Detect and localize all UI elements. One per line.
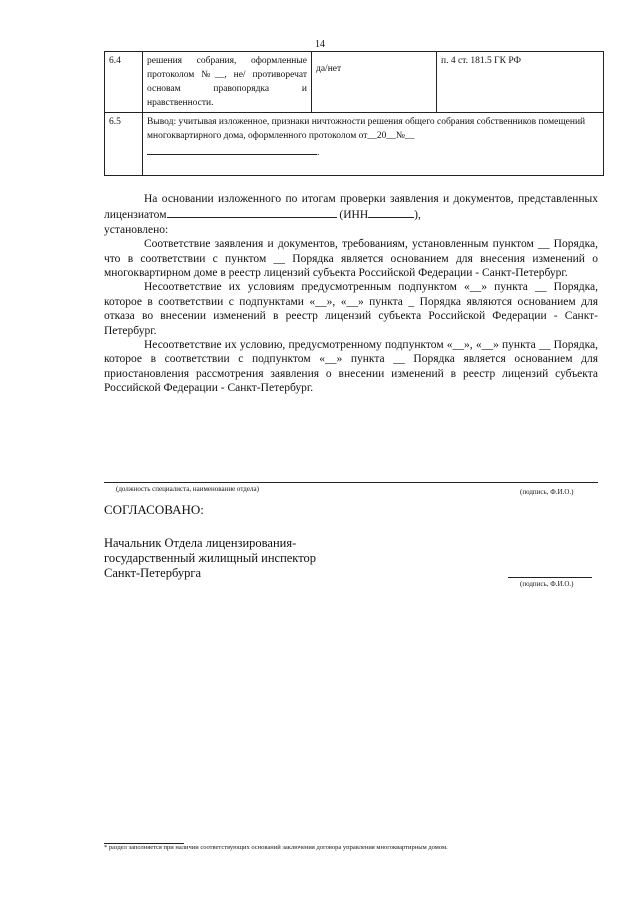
inn-label: (ИНН [339, 209, 369, 222]
blank-line [147, 143, 317, 155]
agreed-heading: СОГЛАСОВАНО: [104, 502, 204, 517]
row-number: 6.4 [105, 52, 143, 113]
paragraph-noncompliance-refusal: Несоответствие их условиям предусмотренным подпунктом «__» пункта __ Порядка, которое в соответствии с подпунктами «__», «__» пункта _ Порядка являются основанием для отказа во внесении изменений в реестр лицензий субъекта Российской Федерации - Санкт-Петербург. [104, 281, 598, 337]
chief-line-2: государственный жилищный инспектор [104, 551, 317, 565]
chief-signature-caption: (подпись, Ф.И.О.) [520, 580, 574, 588]
chief-line-1: Начальник Отдела лицензирования- [104, 536, 297, 550]
intro-paragraph [104, 192, 598, 223]
specialist-signature-line [104, 482, 598, 483]
findings-body [104, 192, 598, 396]
chief-signature-line [508, 577, 592, 578]
page-number: 14 [315, 39, 325, 50]
established-label: установлено: [104, 223, 169, 236]
assessment-table [104, 51, 604, 176]
footnote: * раздел заполняется при наличии соответствующих оснований заключения договора управления многоквартирным домом. [104, 844, 448, 851]
paragraph-noncompliance-suspension: Несоответствие их условию, предусмотренному подпунктом «__», «__» пункта __ Порядка, которое в соответствии с подпунктом «__» пункта __ Порядка является основанием для приостановления рассмотрения заявления о внесении изменений в реестр лицензий субъекта Российской Федерации - Санкт-Петербург. [104, 339, 598, 395]
conclusion-cell: Вывод: учитывая изложенное, признаки ничтожности решения общего собрания собственников помещений многоквартирного дома, оформленного протоколом от__20__№__ . [143, 113, 604, 176]
paragraph-compliance: Соответствие заявления и документов, требованиям, установленным пунктом __ Порядка, что в соответствии с пунктом __ Порядка является основанием для внесения изменений о многоквартирном доме в реестр лицензий субъекта Российской Федерации - Санкт-Петербург. [104, 238, 598, 280]
conclusion-text: Вывод: учитывая изложенное, признаки ничтожности решения общего собрания собственников помещений многоквартирного дома, оформленного протоколом от__20__№__ [147, 117, 586, 141]
specialist-caption: (должность специалиста, наименование отдела) [116, 485, 259, 493]
reference-cell: п. 4 ст. 181.5 ГК РФ [437, 52, 604, 113]
row-number: 6.5 [105, 113, 143, 176]
inn-blank [368, 206, 414, 218]
table-row [105, 52, 604, 113]
chief-title [104, 536, 316, 581]
signature-caption: (подпись, Ф.И.О.) [520, 488, 574, 496]
table-row [105, 113, 604, 176]
licensee-blank [167, 206, 337, 218]
inn-close: ), [414, 209, 421, 222]
criterion-cell: решения собрания, оформленные протоколом №__, не/ противоречат основам правопорядка и нравственности. [143, 52, 312, 113]
intro-text: На основании изложенного по итогам проверки заявления и документов, представленных лицензиатом [104, 193, 598, 222]
chief-line-3: Санкт-Петербурга [104, 566, 202, 580]
value-cell: да/нет [312, 52, 437, 113]
